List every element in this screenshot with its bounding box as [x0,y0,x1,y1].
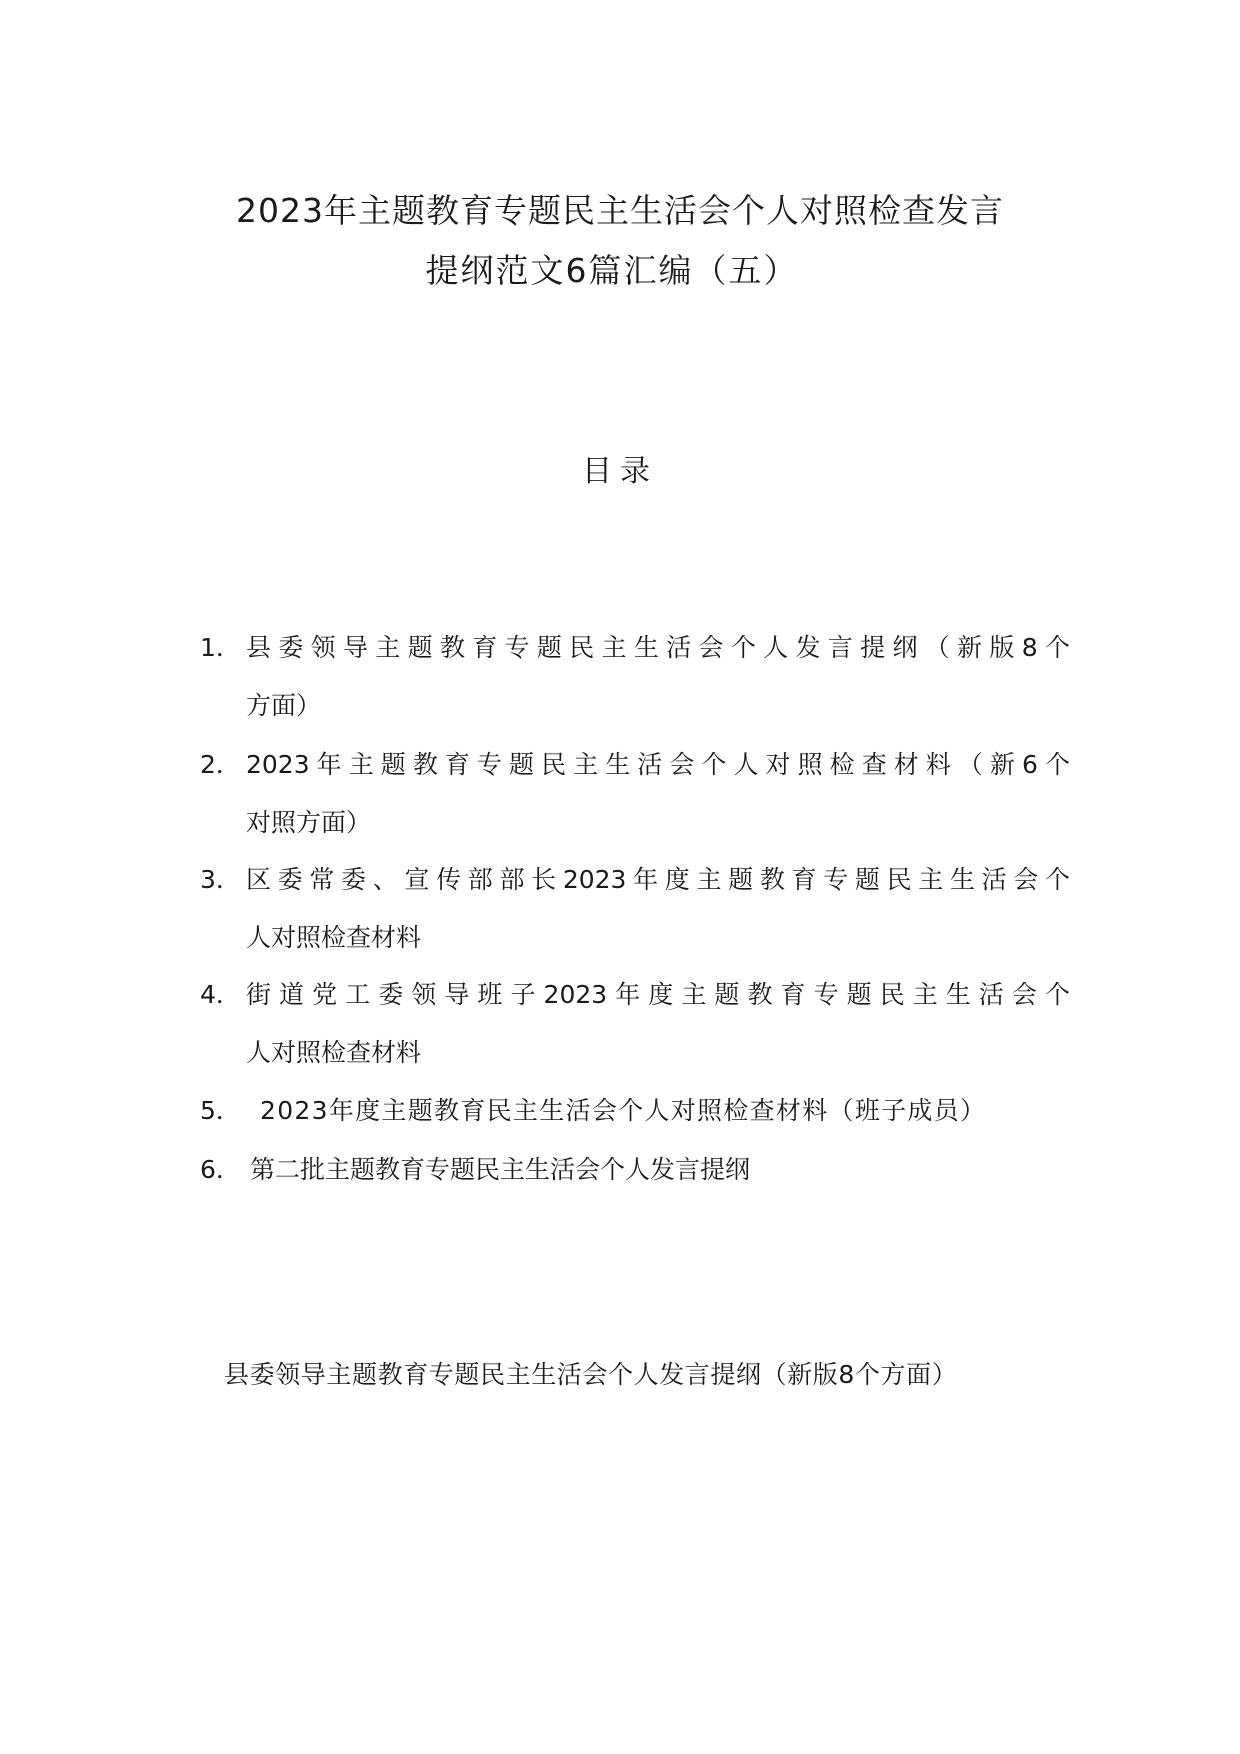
document-title-line-2: 提纲范文6篇汇编（五） [425,251,799,290]
toc-item-number: 2． [200,750,241,779]
toc-item-text-line-1: 县委领导主题教育专题民主生活会个人发言提纲（新版8个 [246,633,1070,662]
toc-item-text-line-2: 对照方面） [246,808,372,837]
toc-item-text-line-1: 区委常委、宣传部部长2023年度主题教育专题民主生活会个 [246,865,1070,894]
toc-heading: 目录 [582,454,658,489]
toc-item-text-line-1: 街道党工委领导班子2023年度主题教育专题民主生活会个 [246,980,1070,1009]
toc-item-number: 6． [200,1155,241,1184]
toc-item-number: 3． [200,865,241,894]
toc-item-text-line-2: 方面） [246,691,322,720]
toc-item-number: 4． [200,980,241,1009]
toc-item-text-line-2: 人对照检查材料 [246,1038,422,1067]
section-heading: 县委领导主题教育专题民主生活会个人发言提纲（新版8个方面） [224,1360,958,1389]
document-title-line-1: 2023年主题教育专题民主生活会个人对照检查发言 [236,191,1004,230]
toc-item-text: 第二批主题教育专题民主生活会个人发言提纲 [250,1155,751,1184]
toc-item-text-line-1: 2023年主题教育专题民主生活会个人对照检查材料（新6个 [246,750,1070,779]
toc-item-text-line-2: 人对照检查材料 [246,923,422,952]
toc-item-text: 2023年度主题教育民主生活会个人对照检查材料（班子成员） [260,1096,987,1125]
toc-item-number: 1． [200,633,241,662]
toc-item-number: 5． [200,1096,241,1125]
